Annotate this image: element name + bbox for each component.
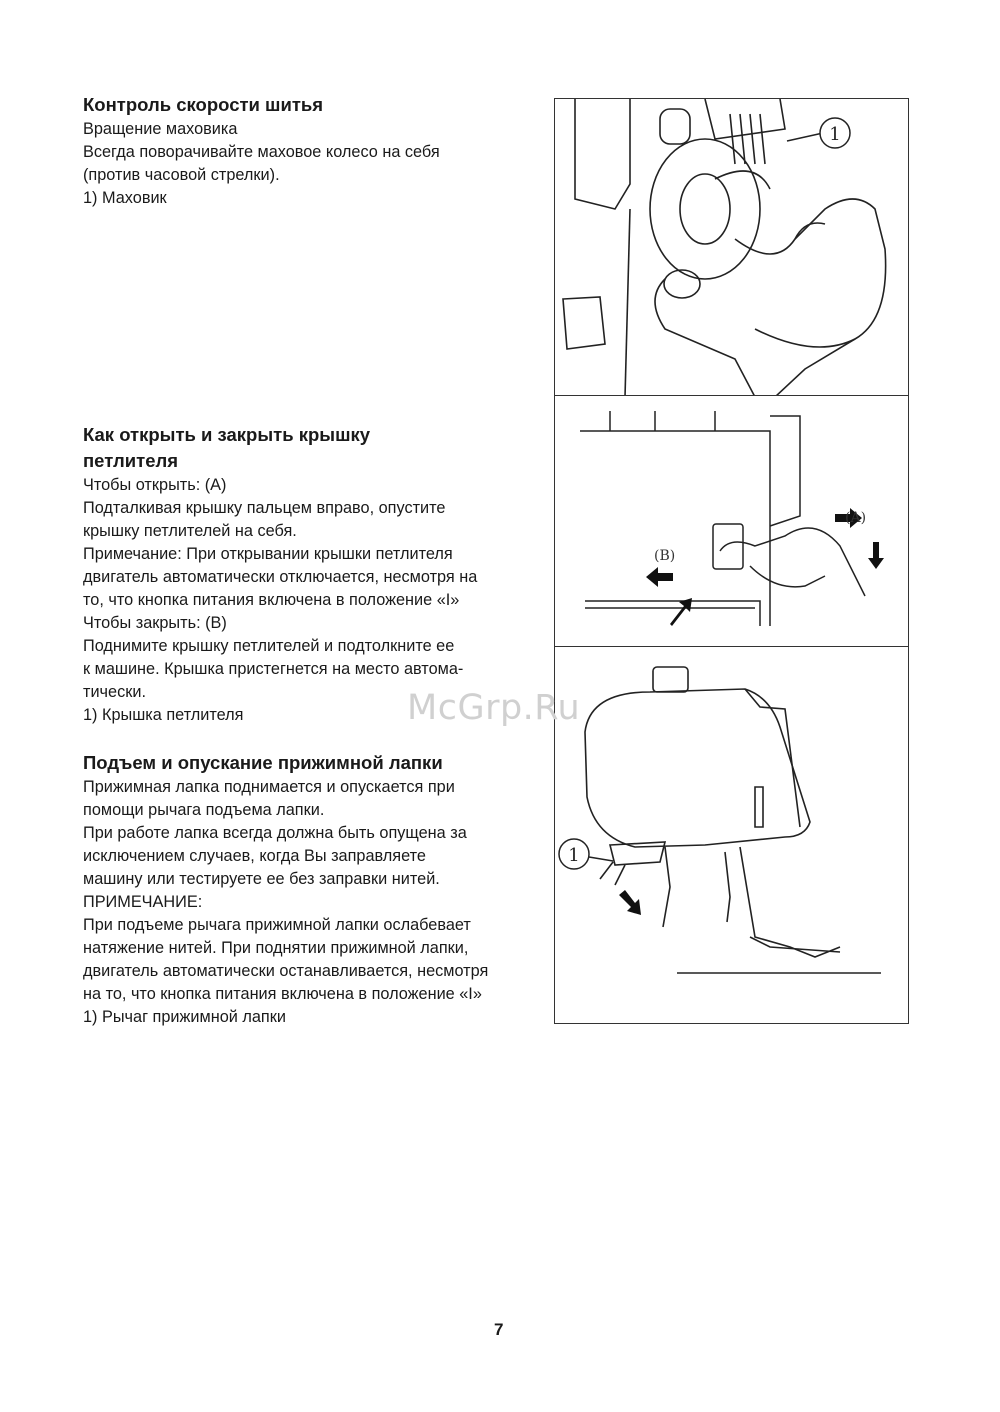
text-line: 1) Крышка петлителя [83,706,244,724]
text-line: крышку петлителей на себя. [83,522,297,540]
figure-handwheel [554,98,909,396]
section-title: Контроль скорости шитья [83,94,324,115]
text-line: исключением случаев, когда Вы заправляете [83,847,426,865]
text-line: Всегда поворачивайте маховое колесо на себя [83,143,440,161]
section-title: Подъем и опускание прижимной лапки [83,752,443,773]
handwheel-illustration [555,99,909,396]
text-line: Чтобы закрыть: (B) [83,614,227,632]
looper-cover-illustration [555,396,909,647]
label-b: (B) [654,548,676,564]
label-a: (A) [845,510,867,526]
text-line: Вращение маховика [83,120,238,138]
callout-label: 1 [568,845,580,866]
text-line: При подъеме рычага прижимной лапки ослабевает [83,916,471,934]
text-line: 1) Рычаг прижимной лапки [83,1008,286,1026]
text-line: Прижимная лапка поднимается и опускается при [83,778,455,796]
text-line: 1) Маховик [83,189,167,207]
text-line: к машине. Крышка пристегнется на место автома- [83,660,464,678]
text-line: Подталкивая крышку пальцем вправо, опустите [83,499,446,517]
text-line: натяжение нитей. При поднятии прижимной лапки, [83,939,469,957]
section-looper-cover [83,422,538,727]
section-title: петлителя [83,450,179,471]
figure-looper-cover [554,395,909,647]
text-line: тически. [83,683,146,701]
text-line: Примечание: При открывании крышки петлителя [83,545,453,563]
text-line: двигатель автоматически отключается, несмотря на [83,568,478,586]
figure-presser-foot [554,646,909,1024]
text-line: Поднимите крышку петлителей и подтолкните ее [83,637,455,655]
text-line: При работе лапка всегда должна быть опущена за [83,824,467,842]
text-line: двигатель автоматически останавливается, несмотря [83,962,489,980]
section-speed-control [83,92,538,210]
text-line: на то, что кнопка питания включена в положение «I» [83,985,482,1003]
text-line: то, что кнопка питания включена в положение «I» [83,591,460,609]
callout-label: 1 [829,124,841,145]
presser-foot-illustration [555,647,909,1024]
text-line: машину или тестируете ее без заправки нитей. [83,870,440,888]
text-line: помощи рычага подъема лапки. [83,801,325,819]
section-presser-foot [83,750,538,1029]
text-line: ПРИМЕЧАНИЕ: [83,893,203,911]
watermark: McGrp.Ru [407,688,581,728]
text-line: Чтобы открыть: (A) [83,476,227,494]
text-line: (против часовой стрелки). [83,166,280,184]
section-title: Как открыть и закрыть крышку [83,424,371,445]
page-number: 7 [494,1320,504,1339]
